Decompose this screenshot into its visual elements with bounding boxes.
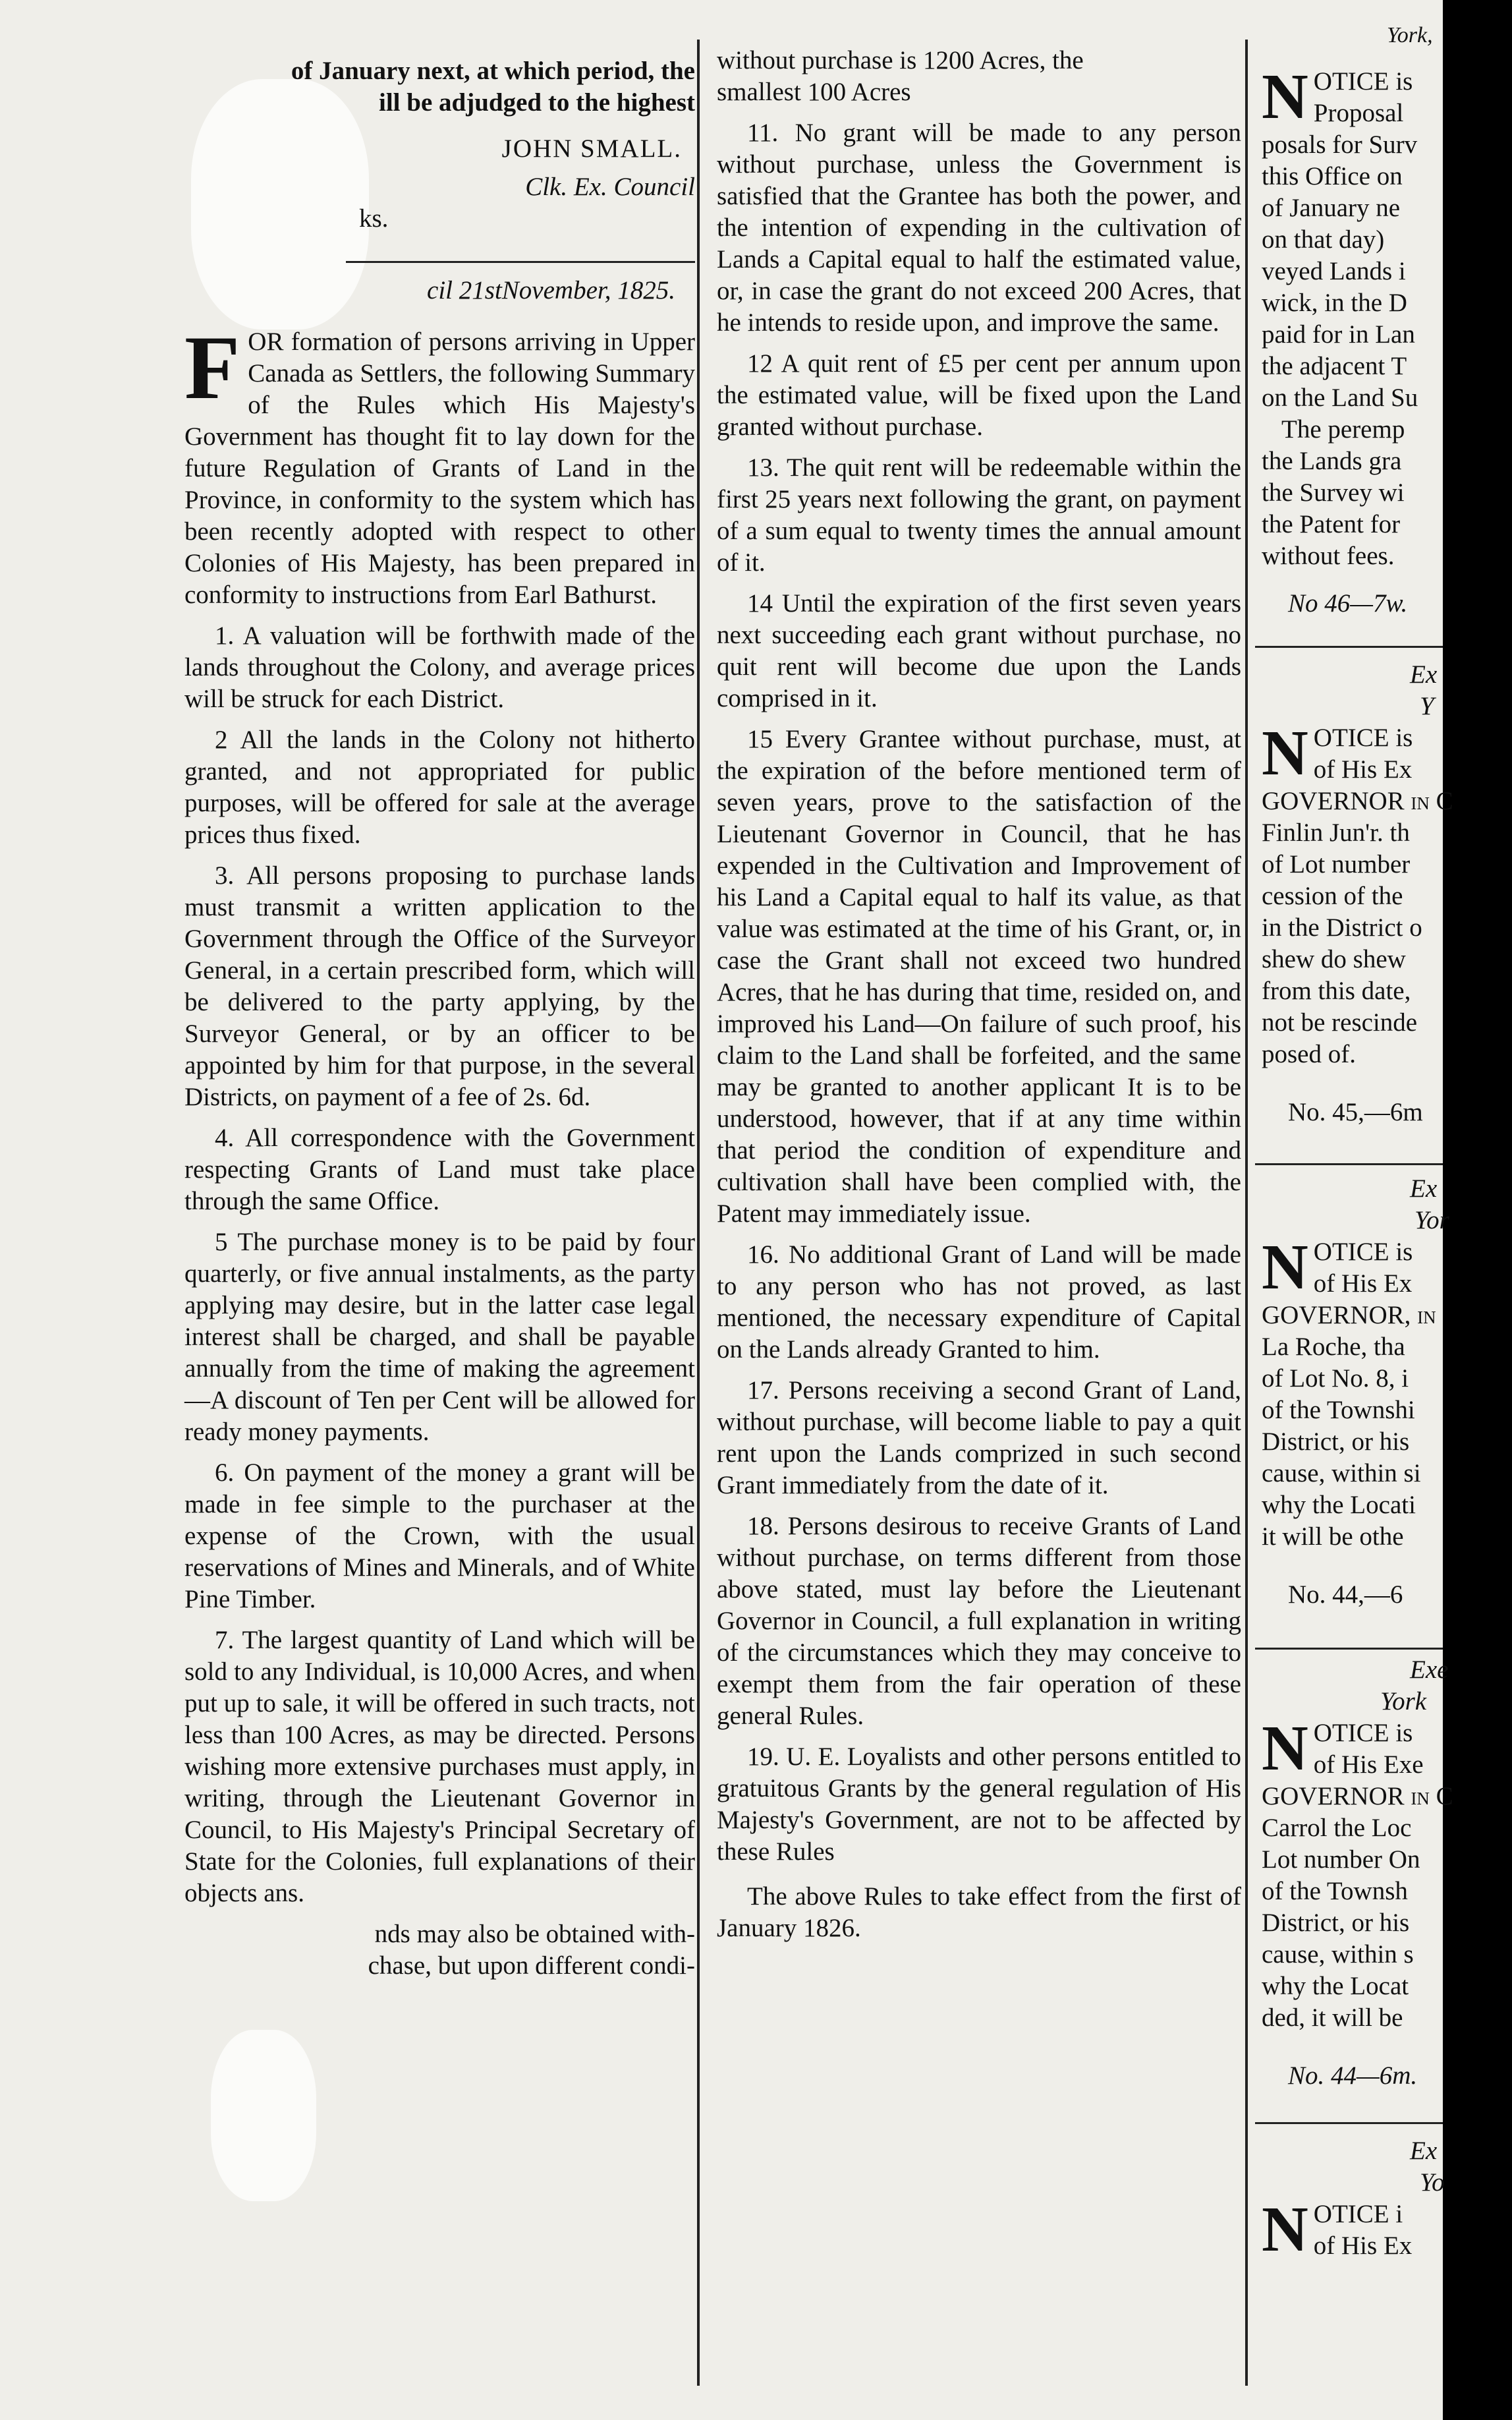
notice-line: cause, within s bbox=[1262, 1940, 1414, 1969]
notice-line: of His Exe bbox=[1313, 1750, 1424, 1779]
rule-item: 15 Every Grantee without purchase, must, at the expiration of the before mentioned term of seven years, prove to the satisfaction of the Lieutenant Governor in Council, that he has expended in the Cultivation and Improvement of his Land a Capital equal to half its value, as that value was estimated at the time of his Grant, or, in case the Grant shall not exceed two hundred Acres, that he has during that time, resided on, and improved his Land—On failure of such proof, his claim to the Land shall be forfeited, and the same may be granted to another applicant It is to be understood, however, that if at any time within that period the condition of expenditure and cultivation shall have been complied with, the Patent may immediately issue. bbox=[717, 725, 1241, 1228]
notice-line: wick, in the D bbox=[1262, 289, 1407, 317]
notice-line: GOVERNOR in C bbox=[1262, 787, 1453, 815]
notice-line: not be rescinde bbox=[1262, 1008, 1418, 1037]
notice-line: Lot number On bbox=[1262, 1845, 1420, 1874]
notice-line: La Roche, tha bbox=[1262, 1333, 1405, 1361]
notice-line: The peremp bbox=[1281, 415, 1405, 444]
top-gap bbox=[30, 0, 695, 55]
notice bbox=[1262, 2135, 1512, 2265]
rule-item: 1. A valuation will be forthwith made of the lands throughout the Colony, and average prices will be struck for each District. bbox=[184, 621, 695, 713]
notice-heading: Ex bbox=[1410, 1174, 1438, 1203]
rule-item: 17. Persons receiving a second Grant of Land, without purchase, will become liable to pay a quit rent upon the Lands comprized in such second Grant immediately from the date of it. bbox=[717, 1376, 1241, 1499]
divider bbox=[1255, 1163, 1443, 1165]
notice-line: of the Townsh bbox=[1262, 1877, 1408, 1905]
drop-cap: F bbox=[184, 317, 240, 418]
notice-number: No. 45,—6m bbox=[1288, 1098, 1423, 1126]
drop-cap: N bbox=[1262, 61, 1308, 132]
notice-line: OTICE is bbox=[1313, 67, 1413, 96]
notice-line: of the Townshi bbox=[1262, 1396, 1415, 1424]
rule-item: 19. U. E. Loyalists and other persons entitled to gratuitous Grants by the general regulation of His Majesty's Government, are not to be affected by these Rules bbox=[717, 1743, 1241, 1866]
notice-line: on the Land Su bbox=[1262, 384, 1418, 412]
notice bbox=[1262, 1654, 1512, 2092]
notice-heading: Ex bbox=[1410, 660, 1438, 689]
notice-heading: Yor bbox=[1414, 1206, 1449, 1234]
drop-cap: N bbox=[1262, 1713, 1308, 1784]
top-line: without purchase is 1200 Acres, the bbox=[717, 46, 1084, 74]
notice-line: OTICE i bbox=[1313, 2200, 1403, 2228]
notice-line: cause, within si bbox=[1262, 1459, 1421, 1487]
column-rule bbox=[697, 40, 700, 2386]
rule-item: 7. The largest quantity of Land which will be sold to any Individual, is 10,000 Acres, and when put up to sale, it will be offered in such tracts, not less than 100 Acres, as may be directed. Persons wishing more extensive purchases must apply, in writing, through the Lieutenant Governor in Council, to His Majesty's Principal Secretary of State for the Colonies, full explanations of their objects ans. bbox=[184, 1626, 695, 1907]
notice-line: of His Ex bbox=[1313, 2232, 1413, 2260]
rule-item: 14 Until the expiration of the first seven years next succeeding each grant without purchase, no quit rent will become due upon the Lands comprised in it. bbox=[717, 589, 1241, 712]
notice-line: District, or his bbox=[1262, 1427, 1410, 1456]
notice-line: the Lands gra bbox=[1262, 447, 1402, 475]
notice-heading: York bbox=[1380, 1687, 1427, 1715]
intro-paragraph bbox=[184, 317, 695, 611]
divider bbox=[1255, 2122, 1443, 2124]
rule-item: 4. All correspondence with the Government respecting Grants of Land must take place through the same Office. bbox=[184, 1124, 695, 1215]
intro-text: OR formation of persons arriving in Upper Canada as Settlers, the following Summary of the Rules which His Majesty's Government has thought fit to lay down for the future Regulation of Grants of Land in the Province, in conformity to the system which has been recently adopted with respect to other Colonies of His Majesty, has been prepared in conformity to instructions from Earl Bathurst. bbox=[184, 328, 695, 609]
intro-block bbox=[30, 317, 695, 1982]
notice-line: veyed Lands i bbox=[1262, 257, 1406, 285]
notice-line: of Lot number bbox=[1262, 850, 1411, 879]
closing-note: The above Rules to take effect from the first of January 1826. bbox=[717, 1882, 1241, 1942]
notice bbox=[1262, 1173, 1512, 1611]
notice-line: OTICE is bbox=[1313, 1238, 1413, 1266]
notice-heading: Yo bbox=[1420, 2168, 1445, 2197]
rule-item: 5 The purchase money is to be paid by four quarterly, or five annual instalments, as the party applying may desire, but in the latter case legal interest shall be charged, and shall be payable annually from the time of making the agreement —A discount of Ten per Cent will be allowed for ready money payments. bbox=[184, 1228, 695, 1446]
notice-line: Finlin Jun'r. th bbox=[1262, 819, 1410, 847]
notice-line: Proposal bbox=[1313, 99, 1404, 127]
divider bbox=[346, 261, 695, 263]
notice-line: shew do shew bbox=[1262, 945, 1406, 973]
notice-line: cession of the bbox=[1262, 882, 1403, 910]
notice-heading: Exe bbox=[1410, 1656, 1449, 1684]
notice-number: No. 44,—6 bbox=[1288, 1580, 1403, 1609]
signature-title: Clk. Ex. Council bbox=[525, 173, 695, 201]
drop-cap: N bbox=[1262, 1232, 1308, 1303]
notice bbox=[1262, 659, 1512, 1128]
corner-text: York, bbox=[1387, 23, 1433, 47]
signature-fragment: ks. bbox=[359, 204, 389, 233]
bottom-line: nds may also be obtained with- bbox=[374, 1920, 695, 1948]
bottom-line: chase, but upon different condi- bbox=[368, 1951, 695, 1980]
rule-item: 18. Persons desirous to receive Grants of Land without purchase, on terms different from those above stated, must lay before the Lieutenant Governor in Council, a full explanation in writing of the circumstances which they may conceive to exempt them from the fair operation of these general Rules. bbox=[717, 1512, 1241, 1730]
top-line: of January next, at which period, the bbox=[291, 57, 695, 85]
rule-item: 2 All the lands in the Colony not hitherto granted, and not appropriated for public purposes, will be offered for sale at the average prices thus fixed. bbox=[184, 726, 695, 849]
notice-line: without fees. bbox=[1262, 542, 1395, 570]
notice-line: ded, it will be bbox=[1262, 2003, 1403, 2032]
notice-number: No. 44—6m. bbox=[1288, 2061, 1418, 2090]
rule-item: 6. On payment of the money a grant will be made in fee simple to the purchaser at the expense of the Crown, with the usual reservations of Mines and Minerals, and of White Pine Timber. bbox=[184, 1458, 695, 1613]
notice bbox=[1262, 61, 1512, 619]
rule-item: 13. The quit rent will be redeemable within the first 25 years next following the grant, on payment of a sum equal to twenty times the annual amount of it. bbox=[717, 453, 1241, 577]
notice-line: OTICE is bbox=[1313, 1719, 1413, 1747]
notice-line: the Survey wi bbox=[1262, 478, 1405, 507]
rule-item: 16. No additional Grant of Land will be made to any person who has not proved, as last mentioned, the necessary expenditure of Capital on the Lands already Granted to him. bbox=[717, 1240, 1241, 1364]
notice-line: why the Locati bbox=[1262, 1491, 1416, 1519]
rules-block bbox=[710, 117, 1244, 1944]
notice-number: No 46—7w. bbox=[1288, 589, 1408, 618]
rule-item: 3. All persons proposing to purchase lands must transmit a written application to the Government through the Office of the Surveyor General, in a certain prescribed form, which will be delivered to the party applying, by the Surveyor General, or by an officer to be appointed by him for that purpose, in the several Districts, on payment of a fee of 2s. 6d. bbox=[184, 861, 695, 1111]
notice-line: of His Ex bbox=[1313, 1269, 1413, 1298]
notice-line: why the Locat bbox=[1262, 1972, 1409, 2000]
notice-line: on that day) bbox=[1262, 225, 1385, 254]
notice-line: paid for in Lan bbox=[1262, 320, 1415, 349]
notice-line: of Lot No. 8, i bbox=[1262, 1364, 1409, 1393]
notice-line: the Patent for bbox=[1262, 510, 1401, 538]
notice-line: GOVERNOR in C bbox=[1262, 1782, 1453, 1810]
notice-line: OTICE is bbox=[1313, 724, 1413, 752]
notice-heading: Ex bbox=[1410, 2137, 1438, 2165]
notice-heading: Y bbox=[1420, 692, 1434, 720]
notice-line: in the District o bbox=[1262, 913, 1422, 942]
rule-item: 11. No grant will be made to any person without purchase, unless the Government is satisfied that the Grantee has both the power, and the intention of expending in the cultivation of Lands a Capital equal to half the estimated value, or, in case the grant do not exceed 200 Acres, that he intends to reside upon, and improve the same. bbox=[717, 119, 1241, 337]
divider bbox=[1255, 1648, 1443, 1650]
right-column bbox=[1255, 0, 1453, 2420]
signature-name: JOHN SMALL. bbox=[501, 134, 682, 163]
notice-line: Carrol the Loc bbox=[1262, 1814, 1412, 1842]
notice-line: it will be othe bbox=[1262, 1522, 1404, 1551]
notice-line: of His Ex bbox=[1313, 755, 1413, 784]
rule-item: 12 A quit rent of £5 per cent per annum upon the estimated value, will be fixed upon the Land granted without purchase. bbox=[717, 349, 1241, 441]
notice-line: GOVERNOR, in bbox=[1262, 1301, 1436, 1329]
left-column bbox=[30, 0, 695, 2420]
date-line: cil 21stNovember, 1825. bbox=[427, 276, 675, 304]
notice-line: from this date, bbox=[1262, 977, 1411, 1005]
notice-line: posed of. bbox=[1262, 1040, 1356, 1068]
top-line: ill be adjudged to the highest bbox=[379, 88, 695, 117]
notice-line: this Office on bbox=[1262, 162, 1403, 190]
drop-cap: N bbox=[1262, 2194, 1308, 2265]
top-gap bbox=[710, 0, 1244, 45]
notice-line: of January ne bbox=[1262, 194, 1401, 222]
column-rule bbox=[1245, 40, 1248, 2386]
notice-line: posals for Surv bbox=[1262, 130, 1418, 159]
top-line: smallest 100 Acres bbox=[717, 78, 911, 106]
middle-column bbox=[710, 0, 1244, 2420]
notice-line: District, or his bbox=[1262, 1909, 1410, 1937]
notice-line: the adjacent T bbox=[1262, 352, 1407, 380]
divider bbox=[1255, 646, 1443, 648]
drop-cap: N bbox=[1262, 718, 1308, 789]
